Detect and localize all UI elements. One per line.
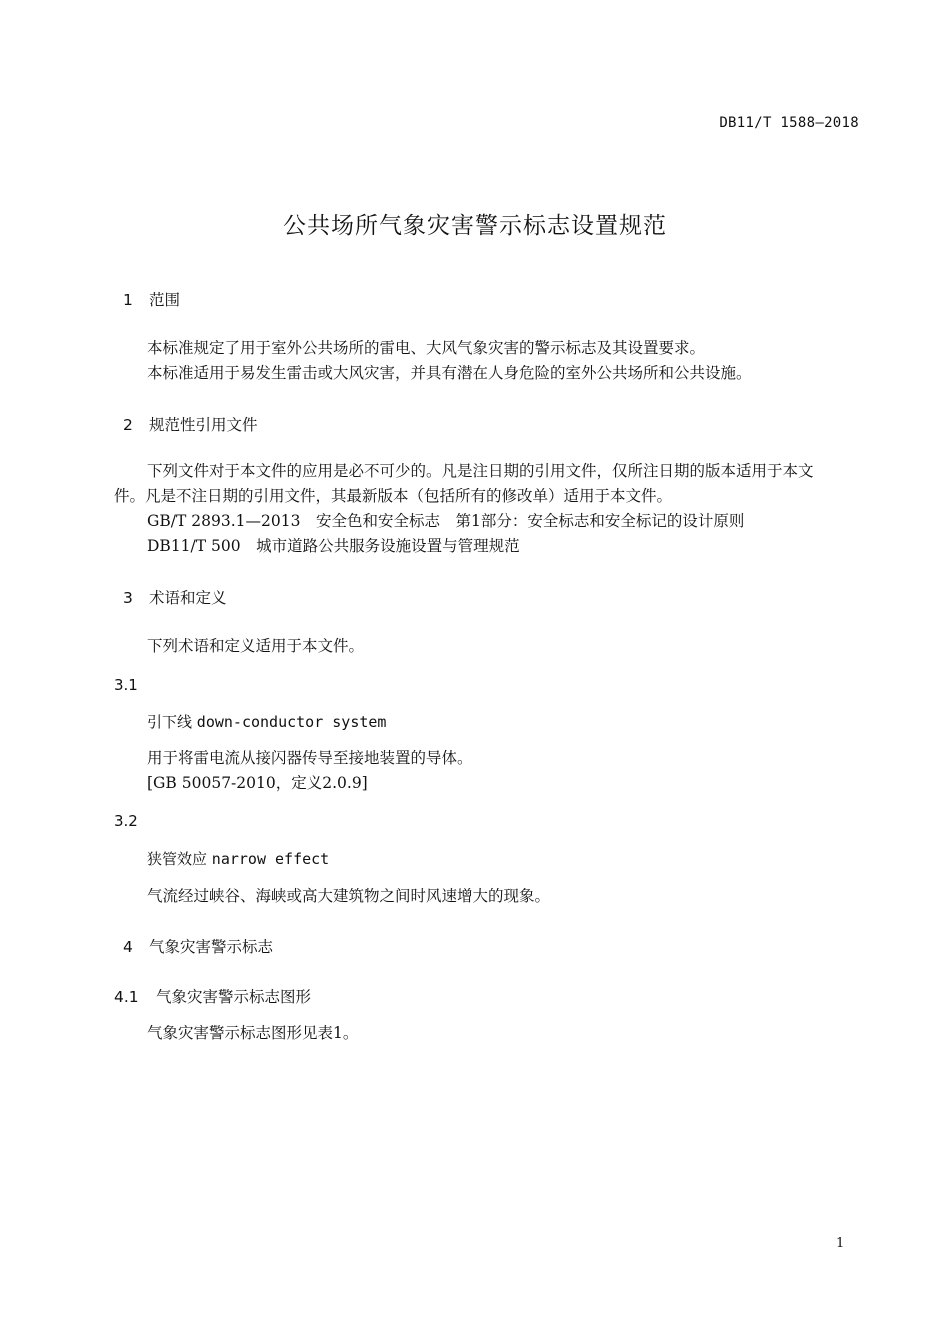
subsection-title: 气象灾害警示标志图形 [156, 988, 312, 1006]
term-zh: 狭管效应 [147, 850, 208, 868]
document-code: DB11/T 1588—2018 [719, 115, 859, 131]
page-title: 公共场所气象灾害警示标志设置规范 [283, 213, 667, 239]
term-number: 3.2 [114, 812, 138, 830]
normative-line-1: 下列文件对于本文件的应用是必不可少的。凡是注日期的引用文件，仅所注日期的版本适用于本文 [147, 462, 814, 480]
scope-paragraph [147, 336, 752, 386]
section-number: 1 [123, 291, 133, 309]
terms-intro: 下列术语和定义适用于本文件。 [147, 637, 365, 655]
section-heading-normative [123, 413, 258, 435]
page-number: 1 [836, 1236, 845, 1251]
term-en: narrow effect [211, 850, 330, 868]
normative-paragraph [114, 459, 862, 509]
term-en: down-conductor system [196, 713, 387, 731]
reference-item [147, 534, 520, 559]
subsection-heading [114, 985, 311, 1007]
subsection-number: 4.1 [114, 988, 139, 1006]
section-heading-signs [123, 935, 273, 957]
normative-line-2: 件。凡是不注日期的引用文件，其最新版本（包括所有的修改单）适用于本文件。 [114, 487, 673, 505]
section-title: 术语和定义 [149, 589, 227, 607]
reference-code: GB/T 2893.1—2013 [147, 512, 301, 530]
term-number: 3.1 [114, 676, 138, 694]
section-heading-scope [123, 288, 180, 310]
term-heading [147, 711, 386, 732]
term-definition: 气流经过峡谷、海峡或高大建筑物之间时风速增大的现象。 [147, 887, 551, 905]
scope-line-1: 本标准规定了用于室外公共场所的雷电、大风气象灾害的警示标志及其设置要求。 [147, 339, 706, 357]
section-number: 3 [123, 589, 133, 607]
term-heading [147, 848, 329, 869]
reference-code: DB11/T 500 [147, 537, 241, 555]
term-source: [GB 50057-2010，定义2.0.9] [147, 774, 368, 792]
reference-item [147, 509, 744, 534]
subsection-paragraph: 气象灾害警示标志图形见表1。 [147, 1024, 359, 1042]
section-title: 规范性引用文件 [149, 416, 258, 434]
section-title: 范围 [149, 291, 181, 309]
term-definition: 用于将雷电流从接闪器传导至接地装置的导体。 [147, 749, 473, 767]
section-number: 4 [123, 938, 133, 956]
reference-name: 城市道路公共服务设施设置与管理规范 [256, 537, 520, 555]
section-heading-terms [123, 586, 227, 608]
scope-line-2: 本标准适用于易发生雷击或大风灾害，并具有潜在人身危险的室外公共场所和公共设施。 [147, 364, 752, 382]
section-number: 2 [123, 416, 133, 434]
term-zh: 引下线 [147, 713, 193, 731]
reference-name: 安全色和安全标志 第1部分：安全标志和安全标记的设计原则 [315, 512, 745, 530]
section-title: 气象灾害警示标志 [149, 938, 274, 956]
